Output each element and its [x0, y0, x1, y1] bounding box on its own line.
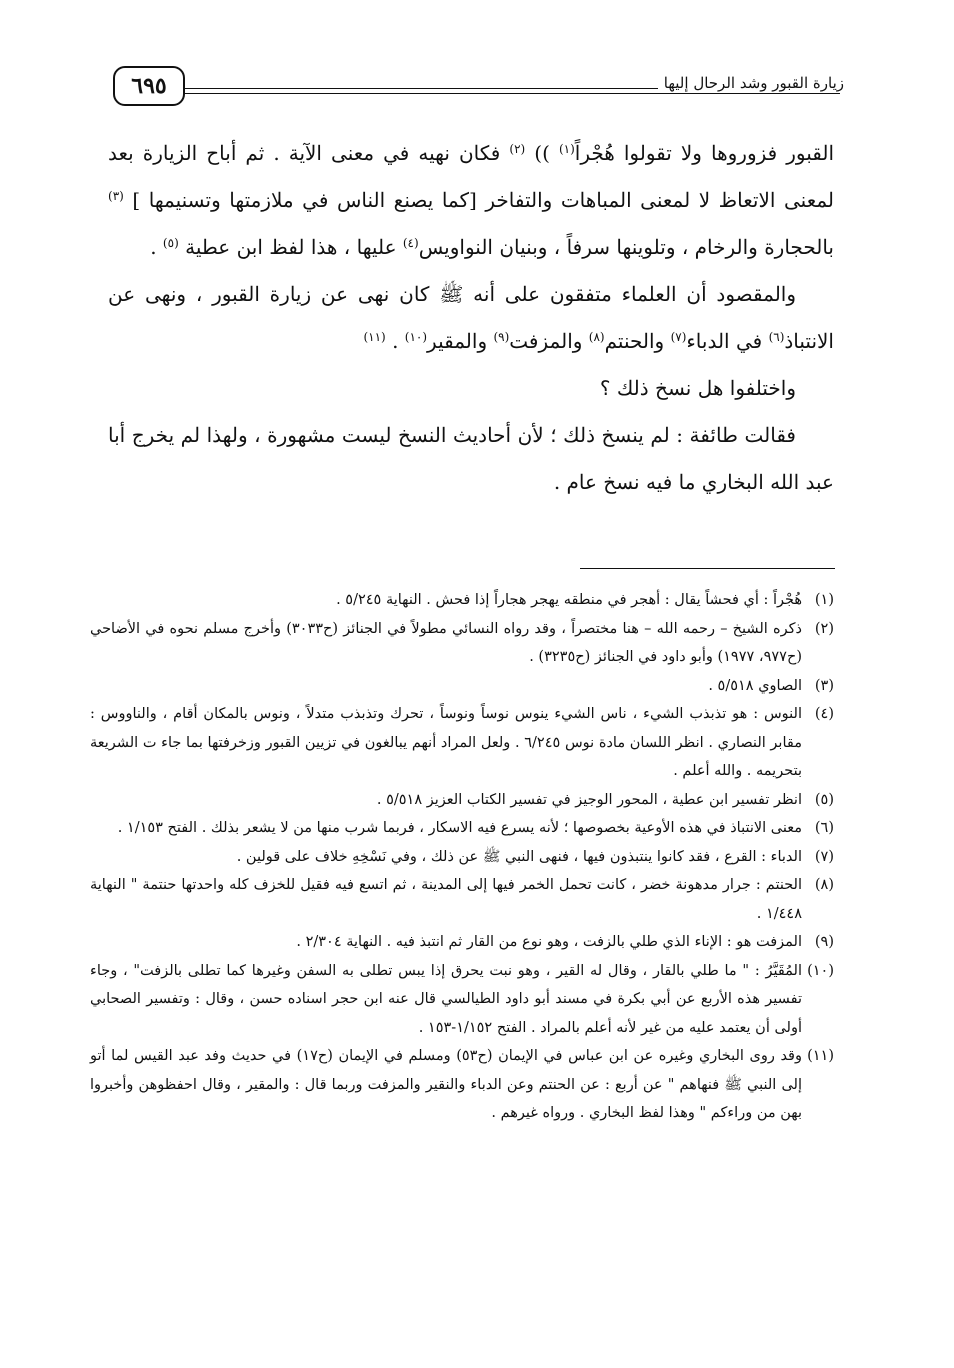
text-run: )) [525, 141, 550, 165]
text-run: عليها ، هذا لفظ ابن عطية [185, 235, 403, 259]
footnote-2 [90, 615, 834, 672]
footnote-text: انظر تفسير ابن عطية ، المحور الوجيز في تفسير الكتاب العزيز ٥/٥١٨ . [376, 791, 802, 808]
header-rule-thin [185, 93, 840, 94]
text-run: بالحجارة والرخام ، وتلوينها سرفاً ، وبنيان النواويس [418, 235, 834, 259]
footnote-text: وقد روى البخاري وغيره عن ابن عباس في الإيمان (ح٥٣) ومسلم في الإيمان (ح١٧) في حديث وفد عبد القيس لما أتو إلى النبي ﷺ فنهاهم " عن أربع : عن الحنتم وعن الدباء والنقير والمزفت وربما قال : والمقير ، وقال احفظوهن وأخبروا بهن من وراءكم " وهذا لفظ البخاري . ورواه غيرهم . [90, 1048, 802, 1121]
footnote-number: (١) [814, 592, 834, 608]
footnote-number: (٢) [814, 620, 834, 637]
footnote-number: (٣) [814, 677, 834, 694]
text-run: والمزفت [509, 329, 589, 353]
footnote-marker[interactable]: (١) [558, 142, 575, 156]
footnote-number: (٩) [814, 934, 834, 950]
footnote-marker[interactable]: (٨) [588, 330, 605, 344]
footnote-marker[interactable]: (٣) [108, 189, 124, 203]
footnote-7 [90, 843, 834, 872]
footnote-4 [90, 700, 834, 786]
paragraph-1 [108, 130, 834, 271]
footnote-number: (١١) [807, 1048, 834, 1064]
text-run: . [392, 329, 405, 353]
footnote-number: (٥) [814, 791, 834, 808]
text-run: . [150, 235, 163, 259]
footnote-text: الصاوي ٥/٥١٨ . [708, 677, 802, 694]
footnote-5 [90, 786, 834, 815]
footnote-marker[interactable]: (٤) [402, 236, 419, 250]
footnote-marker[interactable]: (٦) [768, 330, 785, 344]
footnote-text: ذكره الشيخ – رحمه الله – هنا مختصراً ، وقد رواه النسائي مطولاً في الجنائز (ح٣٠٣٣) وأخرج مسلم نحوه في الأضاحي (ح٩٧٧، ١٩٧٧) وأبو داود في الجنائز (ح٣٢٣٥) . [90, 620, 802, 665]
footnote-marker[interactable]: (٢) [509, 142, 526, 156]
text-run: القبور فزوروها ولا تقولوا هُجْراً [574, 141, 835, 165]
footnote-number: (١٠) [807, 962, 834, 979]
paragraph-4: فقالت طائفة : لم ينسخ ذلك ؛ لأن أحاديث النسخ ليست مشهورة ، ولهذا لم يخرج أبا عبد الله البخاري ما فيه نسخ عام . [108, 423, 834, 494]
text-run: والمقصود أن العلماء متفقون على أنه ﷺ كان نهى عن زيارة القبور ، ونهى عن الانتباذ [108, 282, 834, 353]
footnote-number: (٨) [814, 877, 834, 893]
footnote-marker[interactable]: (٥) [162, 236, 179, 250]
footnote-text: المُقَيَّرُ : " ما طلي بالقار ، وقال له القير ، وهو نبت يحرق إذا يبس تطلى به السفن وغيرها كما تطلى بالزفت" ، وجاء تفسير هذه الأربع عن أبي بكرة في مسند أبو داود الطيالسي قال عنه ابن حجر اسناده حسن ، وقال : وتفسير الصحابي أولى أن يعتمد عليه من غير لأنه أعلم بالمراد . الفتح ١/١٥٢-١٥٣ . [90, 962, 802, 1036]
footnote-marker[interactable]: (١٠) [404, 330, 428, 344]
main-text [108, 130, 834, 506]
footnote-3 [90, 672, 834, 701]
footnote-marker[interactable]: (١١) [363, 330, 386, 344]
footnote-text: المزفت هو : الإناء الذي طلي بالزفت ، وهو نوع من القار ثم انتبذ فيه . النهاية ٢/٣٠٤ . [296, 934, 802, 950]
footnote-text: هُجْراً : أي فحشاً يقال : أهجر في منطقه يهجر هجاراً إذا فحش . النهاية ٥/٢٤٥ . [336, 592, 802, 608]
footnote-10 [90, 957, 834, 1043]
footnote-text: الدباء : القرع ، فقد كانوا ينتبذون فيها ، فنهى النبي ﷺ عن ذلك ، وفي نَسْخِهِ خلاف على قولين . [236, 848, 802, 865]
footnote-marker[interactable]: (٧) [670, 330, 687, 344]
text-run: فكان نهيه في معنى الآية . ثم أباح الزيارة بعد لمعنى الاتعاظ لا لمعنى المباهات والتفاخر [كما يصنع الناس في ملازمتها وتسنيمها ] [108, 141, 835, 212]
footnote-11 [90, 1042, 834, 1128]
footnote-text: معنى الانتباذ في هذه الأوعية بخصوصها ؛ لأنه يسرع فيه الاسكار ، فربما شرب منها من لا يشعر بذلك . الفتح ١/١٥٣ . [117, 820, 802, 836]
footnote-text: الحنتم : جرار مدهونة خضر ، كانت تحمل الخمر فيها إلى المدينة ، ثم اتسع فيه فقيل للخزف كله واحدتها حنتمة " النهاية ١/٤٤٨ . [90, 877, 802, 922]
paragraph-3: واختلفوا هل نسخ ذلك ؟ [599, 376, 796, 400]
text-run: في الدباء [686, 329, 769, 353]
footnote-marker[interactable]: (٩) [493, 330, 510, 344]
footnotes [90, 586, 834, 1128]
page-number [113, 66, 185, 106]
footnote-number: (٦) [814, 820, 834, 836]
footnote-separator [580, 568, 835, 569]
footnote-text: النوس : هو تذبذب الشيء ، ناس الشيء ينوس نوساً ونوساً ، تحرك وتذبذب متدلاً ، ونوس بالمكان أقام ، والناووس : مقابر النصاري . انظر اللسان مادة نوس ٦/٢٤٥ . ولعل المراد أنهم يبالغون في تزيين القبور وزخرفتها بما جاء ت الشريعة بتحريمه . والله أعلم . [90, 706, 802, 779]
page-number-text: ٦٩٥ [131, 73, 167, 99]
footnote-8 [90, 871, 834, 928]
footnote-1 [90, 586, 834, 615]
footnote-number: (٧) [814, 848, 834, 865]
running-title: زيارة القبور وشد الرحال إليها [658, 74, 844, 92]
footnote-6 [90, 814, 834, 843]
text-run: والمقير [427, 329, 494, 353]
footnote-9 [90, 928, 834, 957]
paragraph-2 [108, 271, 834, 365]
footnote-number: (٤) [814, 706, 834, 722]
text-run: والحنتم [604, 329, 671, 353]
